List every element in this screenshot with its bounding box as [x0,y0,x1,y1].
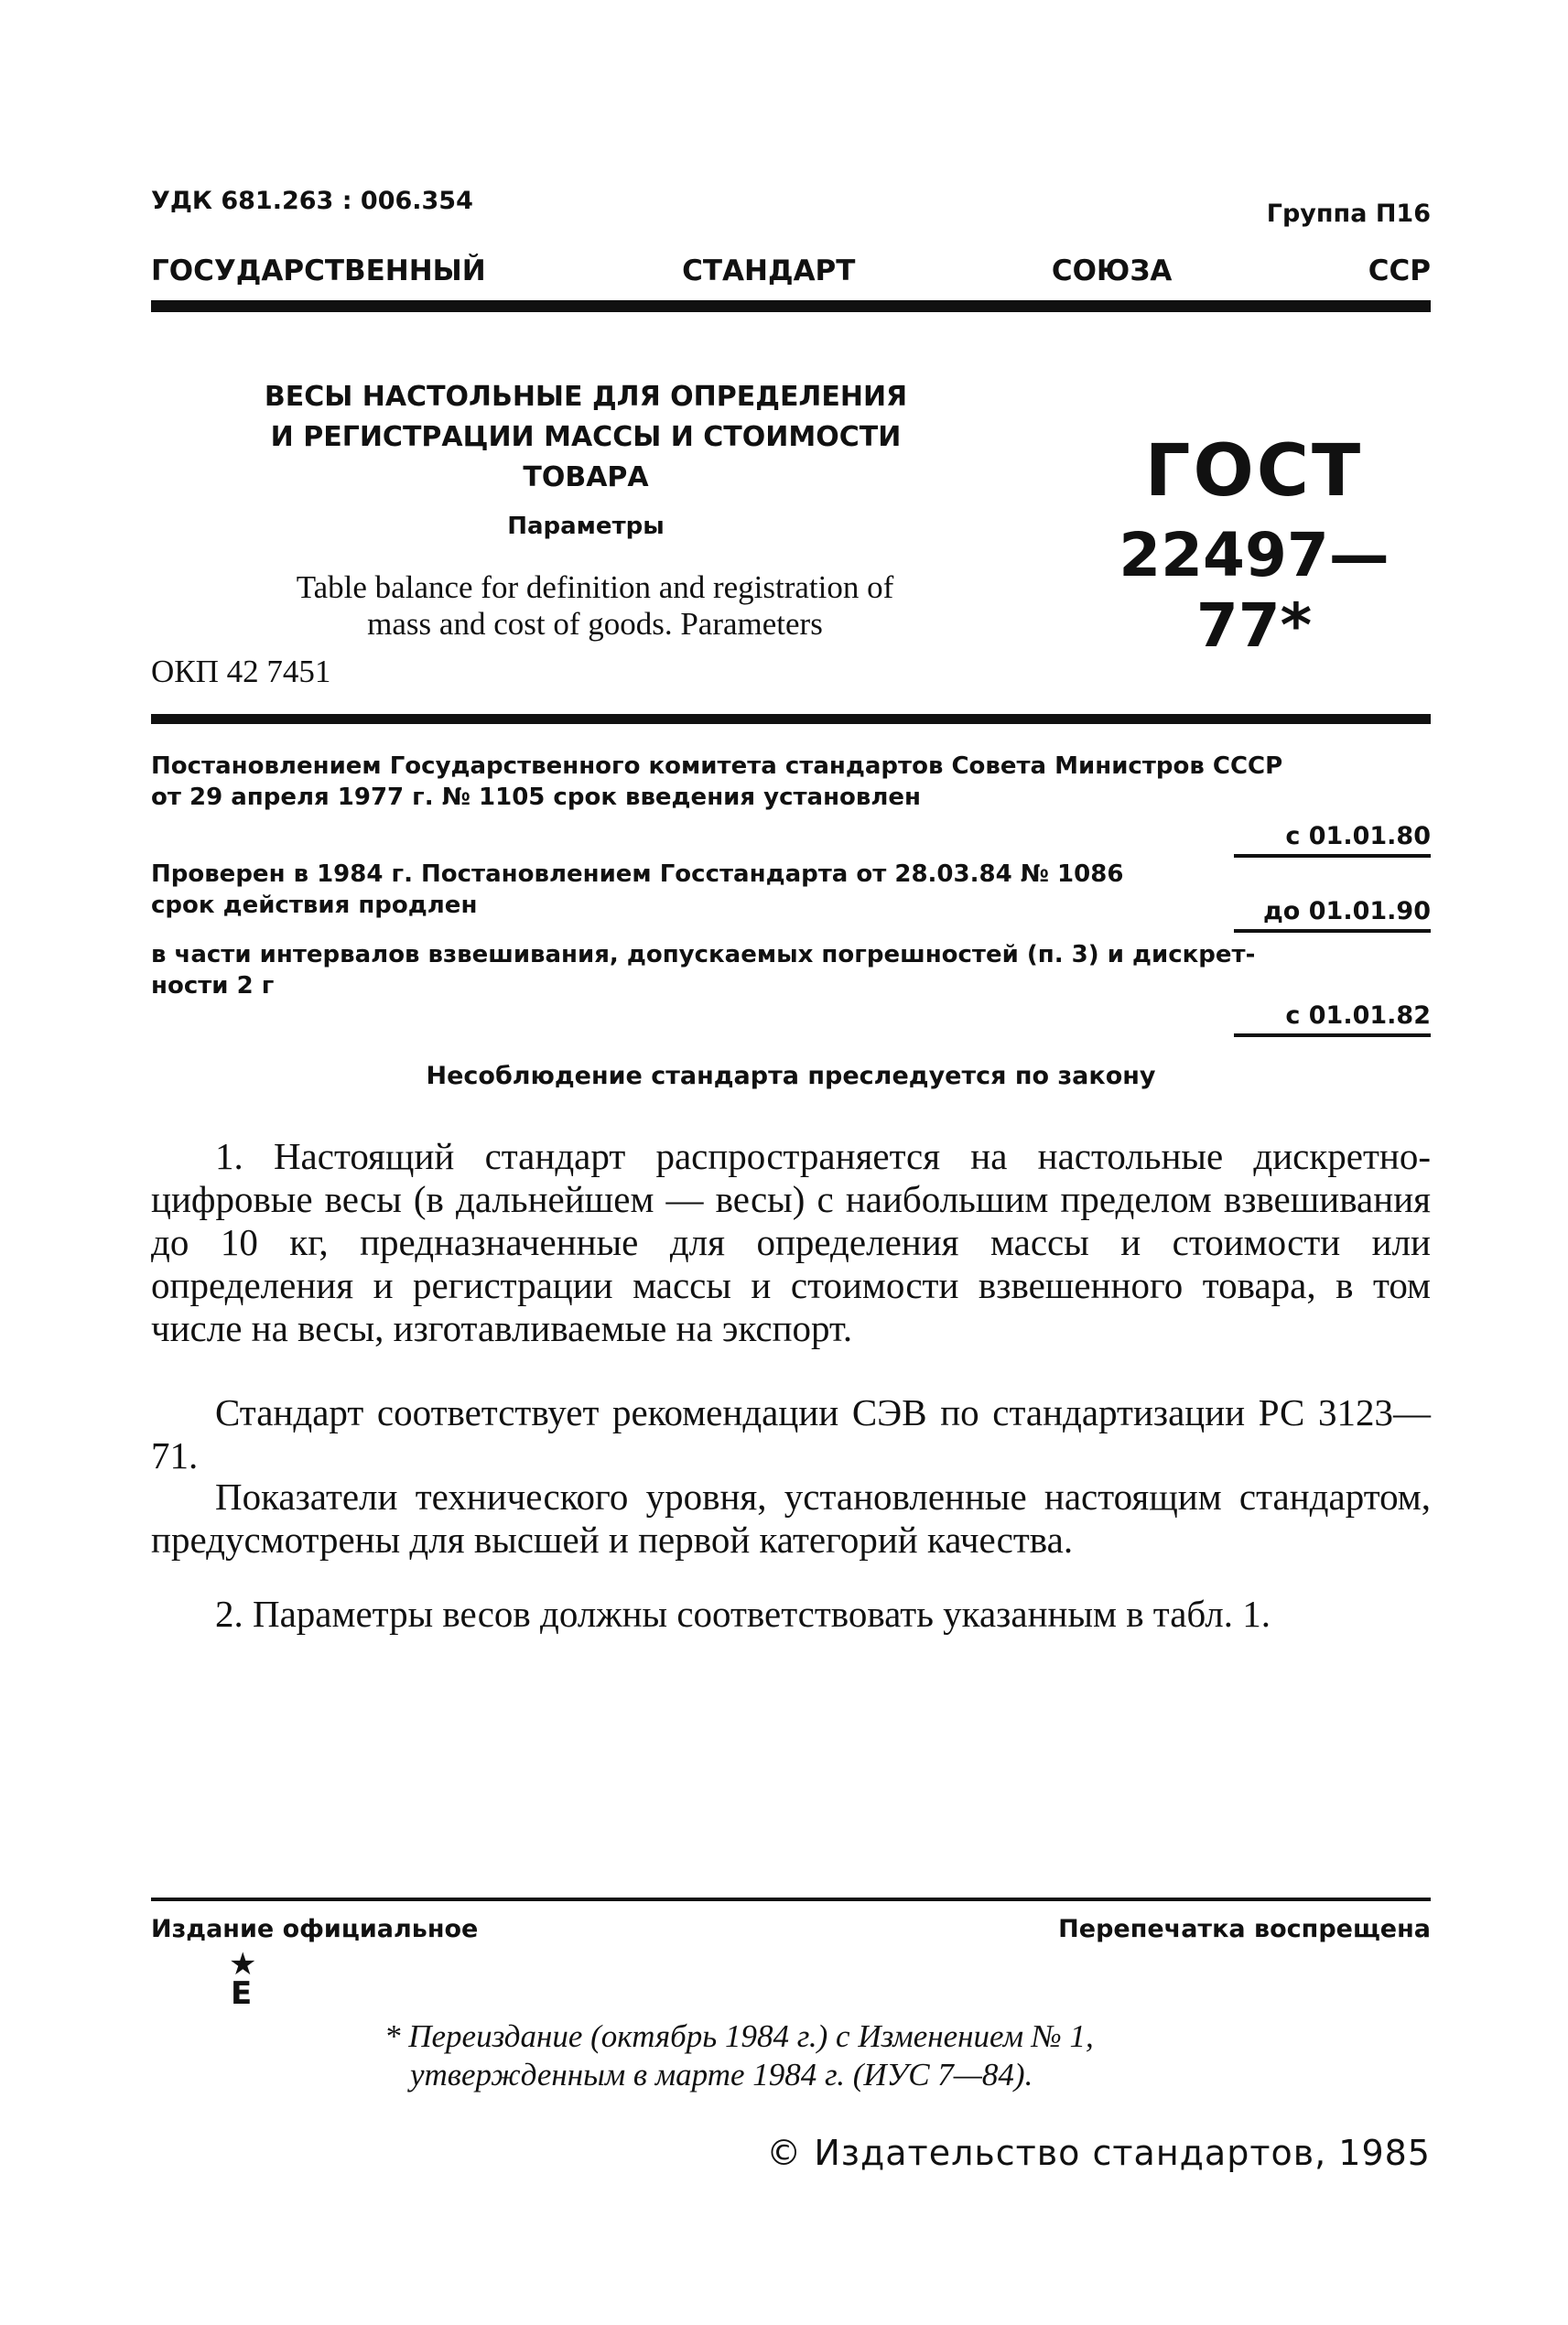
heading-word: ССР [1368,254,1431,287]
checked-line: Проверен в 1984 г. Постановлением Госстандарта от 28.03.84 № 1086 [151,860,1124,888]
okp-code: ОКП 42 7451 [151,654,331,689]
date-value: до 01.01.90 [1234,897,1431,933]
e-mark: Е [231,1975,253,2012]
heading-word: СОЮЗА [1051,254,1173,287]
decree-text [151,751,1431,813]
copyright: © Издательство стандартов, 1985 [766,2133,1431,2173]
checked-text [151,859,1231,921]
udk-code: УДК 681.263 : 006.354 [151,187,473,215]
subtitle: Параметры [507,513,665,540]
reprint-prohibited: Перепечатка воспрещена [1058,1915,1431,1943]
gost-number: 22497—77* [1119,520,1390,661]
checked-line: срок действия продлен [151,892,478,919]
partial-date [1234,1001,1431,1037]
partial-line: ности 2 г [151,972,275,1000]
body-paragraph [151,1476,1431,1562]
date-value: с 01.01.80 [1234,822,1431,858]
decree-line: от 29 апреля 1977 г. № 1105 срок введения установлен [151,784,922,811]
state-standard-heading [151,254,1431,287]
date-value: с 01.01.82 [1234,1001,1431,1037]
body-paragraph [151,1391,1431,1477]
title-line: И РЕГИСТРАЦИИ МАССЫ И СТОИМОСТИ [270,421,902,453]
title-en [229,569,961,643]
law-notice: Несоблюдение стандарта преследуется по закону [426,1062,1156,1090]
heading-word: СТАНДАРТ [682,254,856,287]
paragraph-text: Стандарт соответствует рекомендации СЭВ по стандартизации РС 3123—71. [151,1391,1431,1476]
partial-line: в части интервалов взвешивания, допускаемых погрешностей (п. 3) и дискрет- [151,941,1256,968]
paragraph-text: 1. Настоящий стандарт распространяется на настольные дискретно-цифровые весы (в дальнейшем — весы) с наибольшим пределом взвешивания до 10 кг, предназначенные для определения массы и стоимости или определения и регистрации массы и стоимости взвешенного товара, в том числе на весы, изготавливаемые на экспорт. [151,1135,1431,1349]
star-icon: ★ [229,1946,257,1983]
paragraph-text: 2. Параметры весов должны соответствовать указанным в табл. 1. [215,1593,1271,1635]
reissue-note [384,2017,1300,2094]
body-paragraph [151,1593,1431,1636]
heading-word: ГОСУДАРСТВЕННЫЙ [151,254,486,287]
extended-date [1234,897,1431,933]
title-line: ТОВАРА [523,461,649,493]
paragraph-text: Показатели технического уровня, установленные настоящим стандартом, предусмотрены для высшей и первой категорий качества. [151,1476,1431,1561]
title-en-line: mass and cost of goods. Parameters [367,606,823,642]
official-edition: Издание официальное [151,1915,479,1943]
middle-rule [151,714,1431,724]
reissue-line: утвержденным в марте 1984 г. (ИУС 7—84). [410,2057,1033,2092]
bottom-rule [151,1898,1431,1901]
reissue-line: * Переиздание (октябрь 1984 г.) с Изменением № 1, [384,2018,1094,2054]
body-paragraph [151,1135,1431,1350]
title-ru [247,377,925,498]
title-en-line: Table balance for definition and registration of [296,569,894,605]
partial-text [151,939,1431,1001]
group-code: Группа П16 [1266,200,1431,228]
gost-label: ГОСТ [1144,430,1364,513]
title-line: ВЕСЫ НАСТОЛЬНЫЕ ДЛЯ ОПРЕДЕЛЕНИЯ [264,381,908,413]
effective-date [1234,822,1431,858]
decree-line: Постановлением Государственного комитета стандартов Совета Министров СССР [151,752,1283,780]
top-rule [151,300,1431,312]
